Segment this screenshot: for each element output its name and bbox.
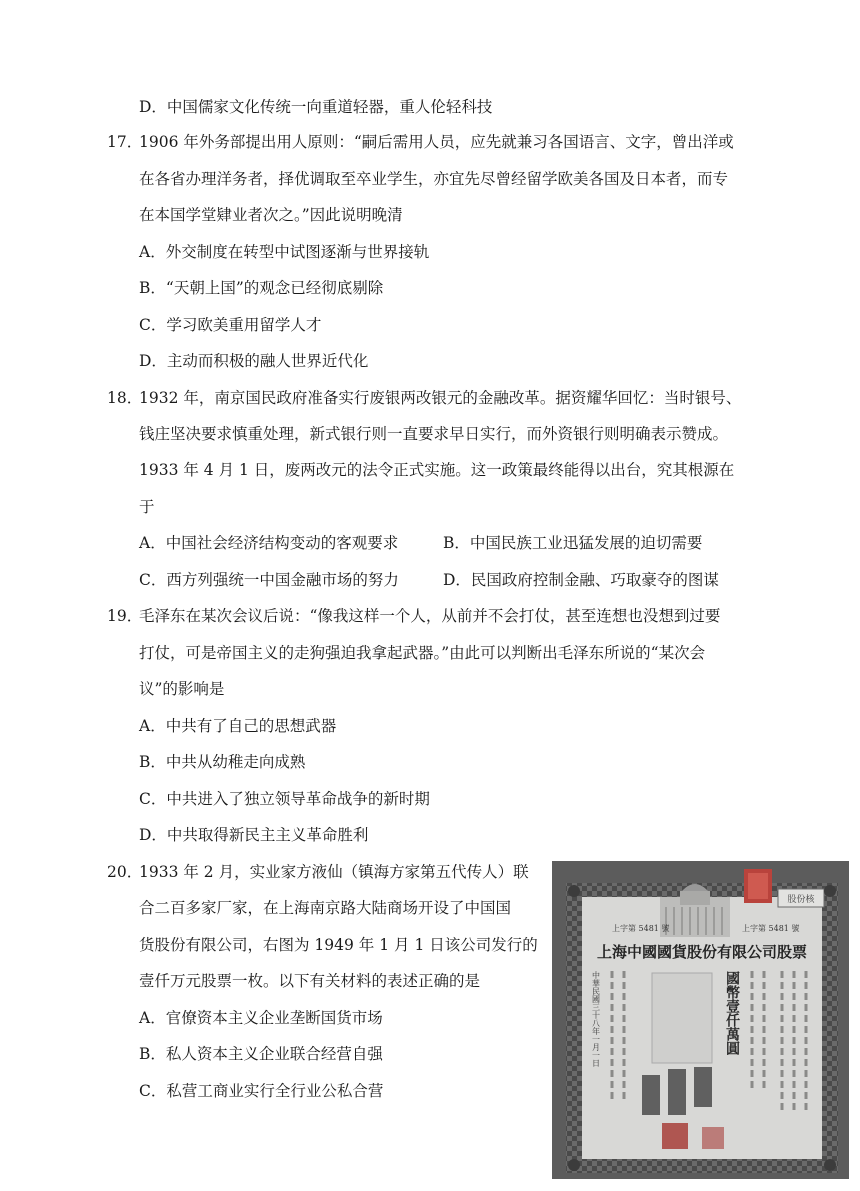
q19-option-a: A．中共有了自己的思想武器: [139, 717, 337, 735]
q18-option-d: D．民国政府控制金融、巧取豪夺的图谋: [443, 571, 719, 589]
q19-stem-line: 毛泽东在某次会议后说：“像我这样一个人，从前并不会打仗，甚至连想也没想到过要: [139, 607, 721, 625]
q19-option-c: C．中共进入了独立领导革命战争的新时期: [139, 790, 430, 808]
certificate-stamp: 股份核: [787, 895, 815, 905]
q19-stem-line: 议”的影响是: [139, 680, 225, 698]
q20-option-a: A．官僚资本主义企业垄断国货市场: [139, 1009, 383, 1027]
certificate-seal: [662, 1123, 688, 1149]
q20-stem-line: 1933 年 2 月，实业家方液仙（镇海方家第五代传人）联: [139, 863, 529, 881]
q17-option-b: B．“天朝上国”的观念已经彻底剔除: [139, 279, 384, 297]
q18-option-c: C．西方列强统一中国金融市场的努力: [139, 571, 399, 589]
q20-number: 20．: [107, 863, 143, 881]
q18-stem-line: 钱庄坚决要求慎重处理，新式银行则一直要求早日实行，而外资银行则明确表示赞成。: [139, 425, 729, 443]
certificate-serial-right: 上字第 5481 號: [742, 924, 800, 933]
certificate-title: 上海中國國貨股份有限公司股票: [596, 943, 808, 961]
certificate-date: 中華民國三十八年一月一日: [591, 971, 601, 1067]
stock-certificate-image: [552, 861, 849, 1179]
q18-option-a: A．中国社会经济结构变动的客观要求: [139, 534, 399, 552]
q19-option-d: D．中共取得新民主主义革命胜利: [139, 826, 369, 844]
q20-option-c: C．私营工商业实行全行业公私合营: [139, 1082, 384, 1100]
q17-option-c: C．学习欧美重用留学人才: [139, 316, 322, 334]
q20-option-b: B．私人资本主义企业联合经营自强: [139, 1045, 383, 1063]
q17-stem-line: 在各省办理洋务者，择优调取至卒业学生，亦宜先尽曾经留学欧美各国及日本者，而专: [139, 170, 729, 188]
certificate-center-box: [652, 973, 712, 1063]
q18-number: 18．: [107, 389, 143, 407]
q17-option-d: D．主动而积极的融人世界近代化: [139, 352, 369, 370]
q17-stem-line: 在本国学堂肄业者次之。”因此说明晚清: [139, 206, 403, 224]
q19-number: 19．: [107, 607, 143, 625]
certificate-seal: [702, 1127, 724, 1149]
q17-option-a: A．外交制度在转型中试图逐渐与世界接轨: [139, 243, 430, 261]
q20-stem-line: 壹仟万元股票一枚。以下有关材料的表述正确的是: [139, 972, 481, 990]
q18-stem-line: 1932 年，南京国民政府准备实行废银两改银元的金融改革。据资耀华回忆：当时银号、: [139, 389, 742, 407]
q17-stem-line: 1906 年外务部提出用人原则：“嗣后需用人员，应先就兼习各国语言、文字，曾出洋或: [139, 133, 734, 151]
q20-stem-line: 货股份有限公司，右图为 1949 年 1 月 1 日该公司发行的: [139, 936, 538, 954]
q18-stem-line: 1933 年 4 月 1 日，废两改元的法令正式实施。这一政策最终能得以出台，究其根源在: [139, 461, 735, 479]
certificate-serial-left: 上字第 5481 號: [612, 924, 670, 933]
q18-stem-line: 于: [139, 498, 155, 516]
q19-stem-line: 打仗，可是帝国主义的走狗强迫我拿起武器。”由此可以判断出毛泽东所说的“某次会: [139, 644, 706, 662]
q17-number: 17．: [107, 133, 143, 151]
q20-stem-line: 合二百多家厂家，在上海南京路大陆商场开设了中国国: [139, 899, 512, 917]
q16-option-d: D．中国儒家文化传统一向重道轻器，重人伦轻科技: [139, 98, 493, 116]
certificate-amount: 國幣壹仟萬圓: [724, 971, 740, 1055]
q18-option-b: B．中国民族工业迅猛发展的迫切需要: [443, 534, 703, 552]
q19-option-b: B．中共从幼稚走向成熟: [139, 753, 306, 771]
